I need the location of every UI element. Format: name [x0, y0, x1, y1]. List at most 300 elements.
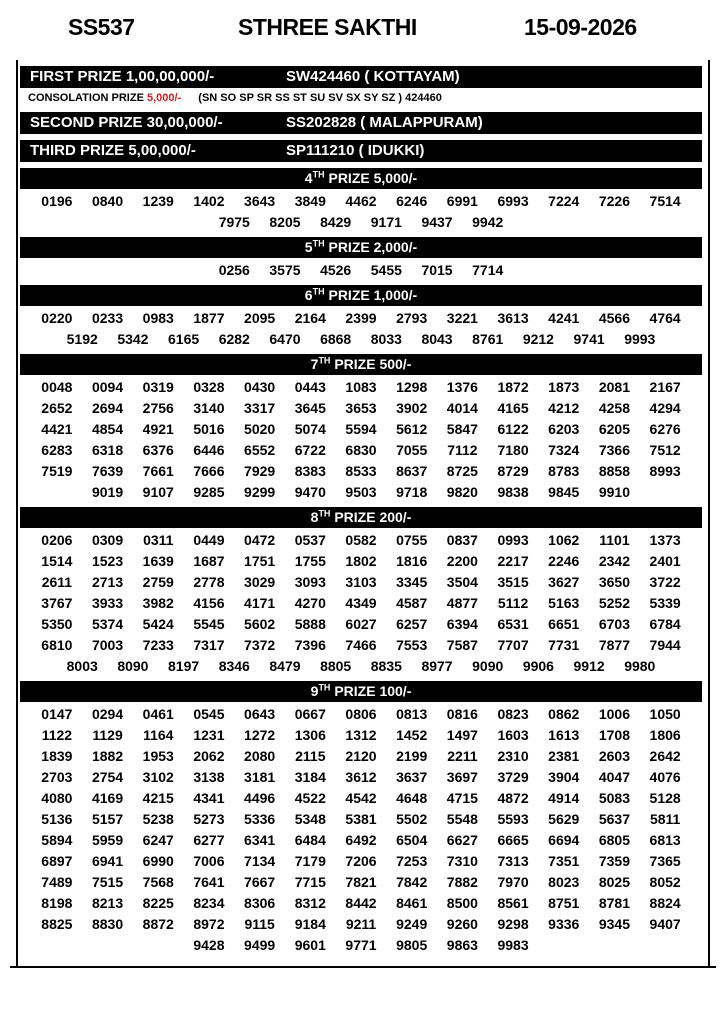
winning-number: 7587: [446, 637, 478, 653]
tier-ordinal: 7: [310, 356, 319, 372]
winning-number: 9845: [548, 484, 580, 500]
number-row: [20, 725, 702, 746]
winning-number: 6531: [497, 616, 529, 632]
winning-number: 9942: [472, 214, 504, 230]
winning-number: 5502: [396, 811, 428, 827]
winning-number: 6805: [598, 832, 631, 848]
winning-number: 7666: [193, 463, 225, 479]
winning-number: 2754: [91, 769, 124, 785]
winning-number: 1639: [142, 553, 174, 569]
winning-numbers-grid: [20, 191, 702, 233]
winning-number: 4648: [396, 790, 428, 806]
number-row: [20, 767, 702, 788]
winning-number: 9910: [598, 484, 631, 500]
winning-number: 4914: [548, 790, 580, 806]
consolation-series: (SN SO SP SR SS ST SU SV SX SY SZ ) 424460: [198, 92, 442, 104]
winning-number: 8993: [649, 463, 681, 479]
winning-number: 5455: [370, 262, 402, 278]
winning-number: 2642: [649, 748, 681, 764]
winning-number: 6492: [345, 832, 377, 848]
winning-number: 7206: [345, 853, 377, 869]
winning-number: 7351: [548, 853, 580, 869]
winning-number: 7489: [41, 874, 73, 890]
winning-number: 4877: [446, 595, 478, 611]
winning-number: 0840: [91, 193, 124, 209]
winning-number: 3345: [396, 574, 428, 590]
winning-number: 6722: [294, 442, 326, 458]
tier-title: PRIZE 200/-: [334, 509, 412, 525]
winning-number: 1306: [294, 727, 326, 743]
winning-number: 5602: [244, 616, 276, 632]
winning-number: 5339: [649, 595, 681, 611]
winning-number: 8346: [218, 658, 250, 674]
winning-number: 2381: [548, 748, 580, 764]
number-row: [20, 530, 702, 551]
draw-code: SS537: [68, 14, 135, 40]
winning-number: 9437: [421, 214, 453, 230]
winning-number: 0545: [193, 706, 225, 722]
winning-number: 8213: [91, 895, 124, 911]
number-row: [20, 572, 702, 593]
winning-number: 7226: [598, 193, 631, 209]
winning-number: 7667: [244, 874, 276, 890]
winning-number: 2080: [244, 748, 276, 764]
number-row: [20, 788, 702, 809]
winning-number: 6282: [218, 331, 250, 347]
winning-number: 1755: [294, 553, 326, 569]
consolation-prize: [28, 92, 442, 104]
winning-number: 8533: [345, 463, 377, 479]
winning-number: 8023: [548, 874, 580, 890]
number-row: [20, 260, 702, 281]
winning-number: 1839: [41, 748, 73, 764]
winning-number: 2611: [41, 574, 73, 590]
winning-number: 8637: [396, 463, 428, 479]
winning-number: 4421: [41, 421, 73, 437]
winning-number: 8835: [370, 658, 402, 674]
tier-title: PRIZE 5,000/-: [328, 170, 418, 186]
winning-number: 7366: [598, 442, 631, 458]
winning-number: 8761: [472, 331, 504, 347]
winning-number: 8383: [294, 463, 326, 479]
winning-number: 3140: [193, 400, 225, 416]
winning-number: 4526: [320, 262, 352, 278]
tier-title: PRIZE 2,000/-: [328, 239, 418, 255]
winning-number: 0294: [91, 706, 124, 722]
winning-number: 3504: [446, 574, 478, 590]
winning-number: 9470: [294, 484, 326, 500]
winning-number: 1164: [143, 727, 174, 743]
winning-number: 4496: [244, 790, 276, 806]
number-row: [20, 212, 702, 233]
winning-number: 7882: [446, 874, 478, 890]
winning-number: 5894: [41, 832, 73, 848]
winning-number: 6784: [649, 616, 681, 632]
winning-number: 7514: [649, 193, 681, 209]
winning-number: 6897: [41, 853, 73, 869]
winning-number: 6651: [548, 616, 580, 632]
winning-number: 9906: [522, 658, 554, 674]
winning-number: 5811: [649, 811, 681, 827]
second-prize-bar: [20, 112, 702, 134]
number-row: [20, 482, 702, 503]
winning-number: 0837: [446, 532, 478, 548]
winning-number: 8003: [66, 658, 98, 674]
winning-number: 4241: [548, 310, 580, 326]
number-row: [20, 419, 702, 440]
winning-number: 3093: [294, 574, 326, 590]
winning-number: 2652: [41, 400, 73, 416]
page-header: [0, 8, 724, 48]
winning-number: 7641: [193, 874, 225, 890]
winning-number: 0582: [345, 532, 377, 548]
winning-number: 8561: [497, 895, 529, 911]
winning-number: 1523: [91, 553, 124, 569]
prize-tier-header: [20, 354, 702, 375]
winning-number: 1873: [548, 379, 580, 395]
winning-number: 5594: [345, 421, 377, 437]
winning-number: 7519: [41, 463, 73, 479]
winning-number: 3102: [142, 769, 174, 785]
winning-number: 7970: [497, 874, 529, 890]
winning-number: 0094: [91, 379, 124, 395]
winning-number: 0196: [41, 193, 73, 209]
winning-number: 7707: [497, 637, 529, 653]
winning-number: 4165: [497, 400, 529, 416]
winning-number: 8234: [193, 895, 225, 911]
winning-number: 9407: [649, 916, 681, 932]
winning-number: 9107: [142, 484, 174, 500]
prize-tier-header: [20, 681, 702, 702]
winning-number: 3653: [345, 400, 377, 416]
winning-number: 2401: [649, 553, 681, 569]
winning-number: 3645: [294, 400, 326, 416]
winning-number: 7006: [193, 853, 225, 869]
winning-number: 2200: [446, 553, 478, 569]
winning-number: 2164: [294, 310, 326, 326]
winning-number: 6868: [320, 331, 352, 347]
consolation-label: CONSOLATION PRIZE: [28, 92, 144, 104]
winning-number: 9336: [548, 916, 580, 932]
winning-number: 1497: [446, 727, 478, 743]
winning-number: 0147: [41, 706, 73, 722]
winning-number: 9184: [294, 916, 326, 932]
winning-number: 1613: [548, 727, 580, 743]
tier-ordinal-suffix: TH: [318, 355, 331, 366]
winning-number: 0983: [142, 310, 174, 326]
winning-number: 2310: [497, 748, 529, 764]
winning-number: 8751: [548, 895, 580, 911]
winning-number: 0823: [497, 706, 529, 722]
winning-number: 5342: [117, 331, 149, 347]
winning-number: 6991: [446, 193, 478, 209]
winning-number: 1272: [244, 727, 276, 743]
winning-number: 1751: [244, 553, 276, 569]
winning-number: 1129: [92, 727, 123, 743]
winning-number: 8033: [370, 331, 402, 347]
winning-number: 4542: [345, 790, 377, 806]
winning-number: 2167: [649, 379, 681, 395]
winning-number: 7134: [244, 853, 276, 869]
winning-number: 9499: [244, 937, 276, 953]
winning-number: 9019: [91, 484, 124, 500]
tier-ordinal-suffix: TH: [312, 238, 325, 249]
winning-number: 9211: [345, 916, 377, 932]
winning-number: 4014: [446, 400, 478, 416]
bottom-rule: [10, 966, 716, 968]
winning-number: 3221: [446, 310, 478, 326]
winning-number: 9428: [193, 937, 225, 953]
winning-number: 8858: [598, 463, 631, 479]
winning-number: 3904: [548, 769, 580, 785]
winning-number: 7015: [421, 262, 453, 278]
winning-number: 3184: [294, 769, 326, 785]
second-prize-ticket: SS202828 ( MALAPPURAM): [286, 114, 483, 131]
number-row: [20, 461, 702, 482]
winning-number: 7310: [446, 853, 478, 869]
winning-number: 6247: [142, 832, 174, 848]
winning-number: 7715: [294, 874, 326, 890]
winning-number: 0048: [41, 379, 73, 395]
winning-number: 8225: [142, 895, 174, 911]
winning-number: 1452: [396, 727, 428, 743]
winning-number: 8824: [649, 895, 681, 911]
winning-number: 0233: [91, 310, 124, 326]
winning-number: 9299: [244, 484, 276, 500]
winning-number: 9260: [446, 916, 478, 932]
winning-number: 0220: [41, 310, 73, 326]
winning-number: 6470: [269, 331, 301, 347]
winning-number: 9771: [345, 937, 377, 953]
winning-number: 9820: [446, 484, 478, 500]
winning-number: 4270: [294, 595, 326, 611]
winning-number: 4764: [649, 310, 681, 326]
number-row: [20, 440, 702, 461]
winning-number: 3627: [548, 574, 580, 590]
winning-number: 2120: [345, 748, 377, 764]
number-row: [20, 809, 702, 830]
winning-number: 5273: [193, 811, 225, 827]
first-prize-bar: [20, 66, 702, 88]
number-row: [20, 635, 702, 656]
number-row: [20, 329, 702, 350]
number-row: [20, 914, 702, 935]
winning-number: 2793: [396, 310, 428, 326]
winning-number: 4156: [193, 595, 225, 611]
winning-number: 0311: [143, 532, 174, 548]
winning-number: 1062: [548, 532, 580, 548]
winning-number: 8429: [320, 214, 352, 230]
winning-number: 7324: [548, 442, 580, 458]
winning-number: 1122: [41, 727, 73, 743]
winning-number: 6484: [294, 832, 326, 848]
second-prize-label: SECOND PRIZE 30,00,000/-: [30, 114, 223, 131]
winning-number: 2713: [91, 574, 124, 590]
winning-number: 7842: [396, 874, 428, 890]
winning-number: 9983: [497, 937, 529, 953]
winning-number: 8805: [320, 658, 352, 674]
winning-number: 1083: [345, 379, 377, 395]
winning-number: 7313: [497, 853, 529, 869]
winning-number: 7512: [649, 442, 681, 458]
winning-number: 8043: [421, 331, 453, 347]
tier-ordinal: 9: [310, 683, 319, 699]
winning-number: 9805: [396, 937, 428, 953]
number-row: [20, 872, 702, 893]
winning-number: 6203: [548, 421, 580, 437]
winning-number: 9345: [598, 916, 631, 932]
winning-number: 3029: [244, 574, 276, 590]
winning-number: 4169: [91, 790, 124, 806]
winning-number: 7396: [294, 637, 326, 653]
winning-number: 2081: [598, 379, 631, 395]
winning-number: 4349: [345, 595, 377, 611]
winning-number: 8205: [269, 214, 301, 230]
prize-tier-header: [20, 168, 702, 189]
winning-number: 4854: [91, 421, 124, 437]
winning-numbers-grid: [20, 308, 702, 350]
winning-number: 1877: [193, 310, 225, 326]
draw-date: 15-09-2026: [524, 14, 637, 40]
tier-ordinal-suffix: TH: [312, 286, 325, 297]
winning-number: 0472: [244, 532, 276, 548]
winning-number: 9601: [294, 937, 326, 953]
winning-number: 2778: [193, 574, 225, 590]
winning-number: 6941: [91, 853, 124, 869]
winning-number: 5348: [294, 811, 326, 827]
winning-number: 5336: [244, 811, 276, 827]
winning-number: 0443: [294, 379, 326, 395]
winning-number: 0319: [142, 379, 174, 395]
winning-number: 6830: [345, 442, 377, 458]
winning-number: 4171: [244, 595, 276, 611]
winning-number: 9212: [522, 331, 554, 347]
winning-number: 5374: [91, 616, 124, 632]
winning-number: 7466: [345, 637, 377, 653]
winning-number: 7253: [396, 853, 428, 869]
winning-number: 3933: [91, 595, 124, 611]
first-prize-ticket: SW424460 ( KOTTAYAM): [286, 68, 460, 85]
winning-number: 5157: [91, 811, 124, 827]
winning-number: 3697: [446, 769, 478, 785]
tier-ordinal-suffix: TH: [318, 508, 331, 519]
number-row: [20, 830, 702, 851]
winning-number: 3181: [244, 769, 276, 785]
winning-number: 2756: [142, 400, 174, 416]
winning-number: 8090: [117, 658, 149, 674]
winning-number: 3982: [142, 595, 174, 611]
winning-number: 6027: [345, 616, 377, 632]
winning-number: 8479: [269, 658, 301, 674]
tier-ordinal: 4: [304, 170, 313, 186]
winning-number: 3637: [396, 769, 428, 785]
winning-number: 8729: [497, 463, 529, 479]
winning-number: 0309: [91, 532, 124, 548]
winning-number: 4212: [548, 400, 580, 416]
winning-number: 7568: [142, 874, 174, 890]
winning-number: 4566: [598, 310, 631, 326]
winning-number: 3612: [345, 769, 377, 785]
winning-number: 7003: [91, 637, 124, 653]
winning-number: 1231: [193, 727, 225, 743]
winning-number: 6446: [193, 442, 225, 458]
winning-number: 5192: [66, 331, 98, 347]
first-prize-label: FIRST PRIZE 1,00,00,000/-: [30, 68, 215, 85]
winning-numbers-grid: [20, 530, 702, 677]
winning-number: 5083: [598, 790, 631, 806]
winning-number: 2115: [295, 748, 326, 764]
number-row: [20, 656, 702, 677]
winning-number: 5545: [193, 616, 225, 632]
winning-number: 1708: [598, 727, 631, 743]
winning-number: 1816: [396, 553, 428, 569]
winning-numbers-grid: [20, 260, 702, 281]
winning-number: 1239: [142, 193, 174, 209]
winning-number: 6246: [396, 193, 428, 209]
winning-number: 1312: [345, 727, 377, 743]
winning-number: 2399: [345, 310, 377, 326]
winning-number: 7180: [497, 442, 529, 458]
winning-number: 3643: [244, 193, 276, 209]
winning-number: 8306: [244, 895, 276, 911]
winning-number: 6376: [142, 442, 174, 458]
tier-title: PRIZE 100/-: [334, 683, 412, 699]
winning-number: 5016: [193, 421, 225, 437]
winning-number: 5136: [41, 811, 73, 827]
winning-number: 3849: [294, 193, 326, 209]
winning-number: 5128: [649, 790, 681, 806]
winning-number: 6283: [41, 442, 73, 458]
winning-number: 1802: [345, 553, 377, 569]
winning-number: 8783: [548, 463, 580, 479]
consolation-amount: 5,000/-: [146, 92, 182, 104]
winning-number: 2062: [193, 748, 225, 764]
winning-number: 7944: [649, 637, 681, 653]
winning-number: 0430: [244, 379, 276, 395]
winning-number: 2703: [41, 769, 73, 785]
winning-number: 8442: [345, 895, 377, 911]
number-row: [20, 593, 702, 614]
winning-number: 1882: [91, 748, 124, 764]
winning-number: 7365: [649, 853, 681, 869]
winning-number: 9249: [396, 916, 428, 932]
winning-number: 0461: [142, 706, 174, 722]
winning-number: 2603: [598, 748, 631, 764]
winning-number: 1872: [497, 379, 529, 395]
winning-number: 8197: [168, 658, 200, 674]
lottery-name: STHREE SAKTHI: [238, 14, 417, 40]
tier-ordinal-suffix: TH: [318, 682, 331, 693]
winning-number: 9298: [497, 916, 529, 932]
winning-number: 2246: [548, 553, 580, 569]
winning-number: 7553: [396, 637, 428, 653]
winning-number: 6627: [446, 832, 478, 848]
number-row: [20, 308, 702, 329]
winning-number: 6552: [244, 442, 276, 458]
winning-number: 8830: [91, 916, 124, 932]
winning-number: 6665: [497, 832, 529, 848]
winning-number: 7877: [598, 637, 631, 653]
winning-number: 0862: [548, 706, 580, 722]
winning-number: 3138: [193, 769, 225, 785]
winning-number: 5888: [294, 616, 326, 632]
winning-number: 4215: [142, 790, 174, 806]
winning-number: 0449: [193, 532, 225, 548]
winning-number: 1101: [599, 532, 630, 548]
tier-title: PRIZE 500/-: [334, 356, 412, 372]
winning-number: 3103: [345, 574, 377, 590]
winning-number: 7975: [218, 214, 250, 230]
